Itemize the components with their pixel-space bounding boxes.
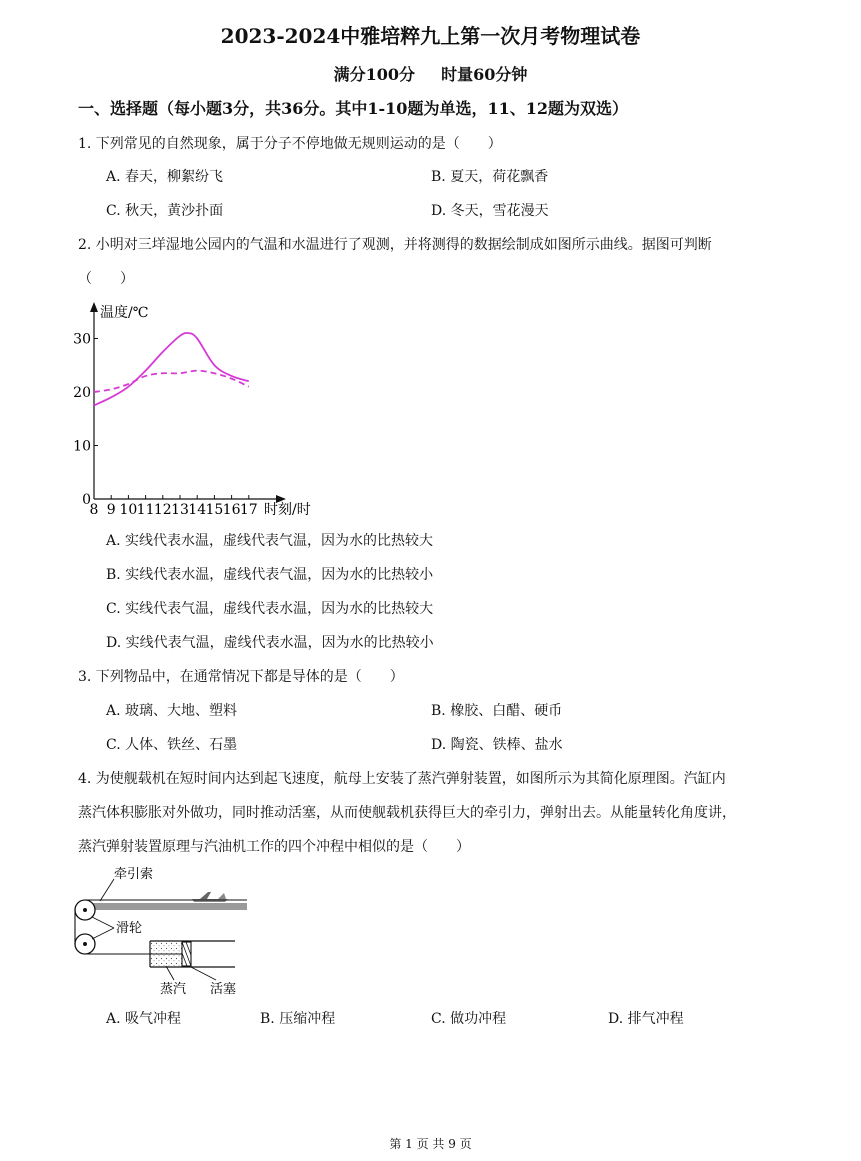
x-tick-label: 15 — [205, 502, 224, 518]
time-limit: 时量60分钟 — [441, 65, 528, 84]
question-1-option-b[interactable]: B. 夏天，荷花飘香 — [431, 169, 549, 185]
question-2-stem-line1: 2. 小明对三垟湿地公园内的气温和水温进行了观测，并将测得的数据绘制成如图所示曲线。据图可判断 — [78, 237, 712, 253]
question-4-stem-line3: 蒸汽弹射装置原理与汽油机工作的四个冲程中相似的是（ ） — [78, 839, 470, 855]
label-traction-rope: 牵引索 — [114, 867, 154, 882]
carrier-deck — [84, 903, 247, 910]
question-3-stem: 3. 下列物品中，在通常情况下都是导体的是（ ） — [78, 669, 404, 685]
question-4-option-c[interactable]: C. 做功冲程 — [431, 1011, 507, 1027]
question-2-option-d[interactable]: D. 实线代表气温，虚线代表水温，因为水的比热较小 — [106, 635, 434, 651]
x-tick-label: 8 — [89, 502, 99, 518]
question-2-stem-line2: （ ） — [78, 271, 134, 287]
steam-catapult-diagram — [70, 862, 260, 1002]
question-1-option-a[interactable]: A. 春天，柳絮纷飞 — [106, 169, 224, 185]
full-score: 满分100分 — [333, 65, 416, 84]
question-3-option-d[interactable]: D. 陶瓷、铁棒、盐水 — [431, 737, 563, 753]
question-2-option-b[interactable]: B. 实线代表水温，虚线代表气温，因为水的比热较小 — [106, 567, 434, 583]
y-axis-arrow — [90, 302, 98, 312]
question-4-stem-line1: 4. 为使舰载机在短时间内达到起飞速度，航母上安装了蒸汽弹射装置，如图所示为其简化原理图。汽缸内 — [78, 771, 726, 787]
x-tick-label: 11 — [136, 502, 155, 518]
label-steam: 蒸汽 — [160, 982, 187, 997]
x-tick-label: 14 — [188, 502, 207, 518]
label-piston: 活塞 — [210, 982, 237, 997]
question-2-option-c[interactable]: C. 实线代表气温，虚线代表水温，因为水的比热较大 — [106, 601, 434, 617]
temperature-chart — [66, 298, 336, 520]
section-heading: 一、选择题（每小题3分，共36分。其中1-10题为单选，11、12题为双选） — [78, 99, 628, 118]
question-3-option-c[interactable]: C. 人体、铁丝、石墨 — [106, 737, 238, 753]
steam-chamber — [151, 942, 182, 966]
x-tick-label: 17 — [239, 502, 258, 518]
question-2-option-a[interactable]: A. 实线代表水温，虚线代表气温，因为水的比热较大 — [106, 533, 434, 549]
y-tick-label: 20 — [73, 385, 91, 401]
page-number: 第 1 页 共 9 页 — [389, 1137, 472, 1151]
page-title: 2023-2024中雅培粹九上第一次月考物理试卷 — [220, 24, 641, 48]
solid-temperature-line — [94, 333, 249, 405]
exam-info — [0, 62, 861, 85]
question-4-option-d[interactable]: D. 排气冲程 — [608, 1011, 684, 1027]
x-tick-label: 13 — [171, 502, 189, 518]
question-3-option-a[interactable]: A. 玻璃、大地、塑料 — [106, 703, 238, 719]
question-1-option-c[interactable]: C. 秋天，黄沙扑面 — [106, 203, 224, 219]
x-tick-label: 10 — [119, 502, 138, 518]
x-tick-label: 12 — [153, 502, 172, 518]
y-axis-label: 温度/℃ — [100, 305, 149, 321]
x-tick-label: 9 — [106, 502, 116, 518]
x-tick-label: 16 — [222, 502, 241, 518]
question-3-option-b[interactable]: B. 橡胶、白醋、硬币 — [431, 703, 563, 719]
question-4-stem-line2: 蒸汽体积膨胀对外做功，同时推动活塞，从而使舰载机获得巨大的牵引力，弹射出去。从能量转化角度讲， — [78, 805, 736, 821]
question-1-option-d[interactable]: D. 冬天，雪花漫天 — [431, 203, 549, 219]
y-tick-label: 30 — [73, 331, 91, 348]
x-axis-label: 时刻/时 — [264, 502, 311, 518]
y-tick-label: 10 — [73, 438, 91, 455]
question-4-option-a[interactable]: A. 吸气冲程 — [106, 1011, 182, 1027]
y-tick-label: 0 — [82, 492, 91, 508]
question-4-option-b[interactable]: B. 压缩冲程 — [260, 1011, 336, 1027]
label-pulley: 滑轮 — [116, 921, 143, 936]
question-1-stem: 1. 下列常见的自然现象，属于分子不停地做无规则运动的是（ ） — [78, 136, 502, 152]
